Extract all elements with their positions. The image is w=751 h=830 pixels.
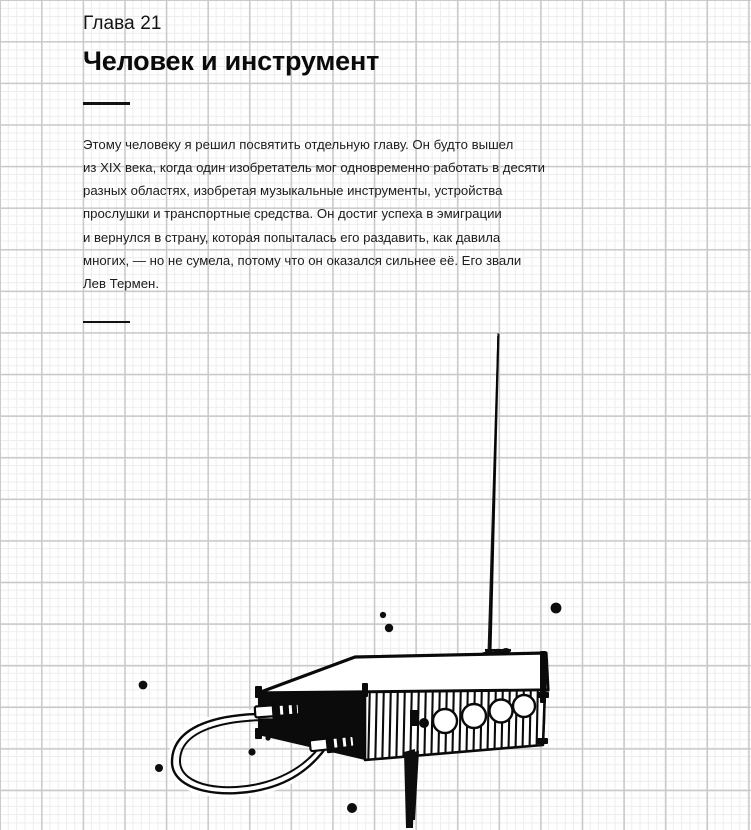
ink-specks <box>139 603 650 830</box>
chapter-label: Глава 21 <box>83 13 162 34</box>
box-front-face <box>365 690 545 760</box>
body-line: и вернулся в страну, которая попыталась его раздавить, как давила <box>83 229 501 245</box>
divider-below-body <box>83 321 130 324</box>
control-knobs <box>410 695 535 733</box>
cable-connector-upper <box>255 701 300 721</box>
cable-assembly <box>172 701 355 794</box>
body-line: Лев Термен. <box>83 276 159 292</box>
body-line: разных областях, изобретая музыкальные инструменты, устройства <box>83 183 503 199</box>
box-top-face <box>258 653 548 693</box>
cable-connector-lower <box>310 733 355 754</box>
antenna <box>480 333 511 659</box>
body-line: прослушки и транспортные средства. Он достиг успеха в эмиграции <box>83 206 502 222</box>
stand-leg <box>404 749 419 828</box>
body-line: Этому человеку я решил посвятить отдельную главу. Он будто вышел <box>83 136 514 152</box>
page-title: Человек и инструмент <box>83 46 380 76</box>
box-left-dark-face <box>258 692 365 760</box>
text-column <box>83 0 683 323</box>
divider-above-body <box>83 102 130 105</box>
corner-posts <box>255 651 549 744</box>
theremin-body <box>255 651 549 828</box>
body-paragraph <box>83 133 643 296</box>
front-face-hatching <box>368 680 545 775</box>
body-line: из XIX века, когда один изобретатель мог одновременно работать в десяти <box>83 159 545 175</box>
body-line: многих, — но не сумела, потому что он оказался сильнее её. Его звали <box>83 253 522 269</box>
